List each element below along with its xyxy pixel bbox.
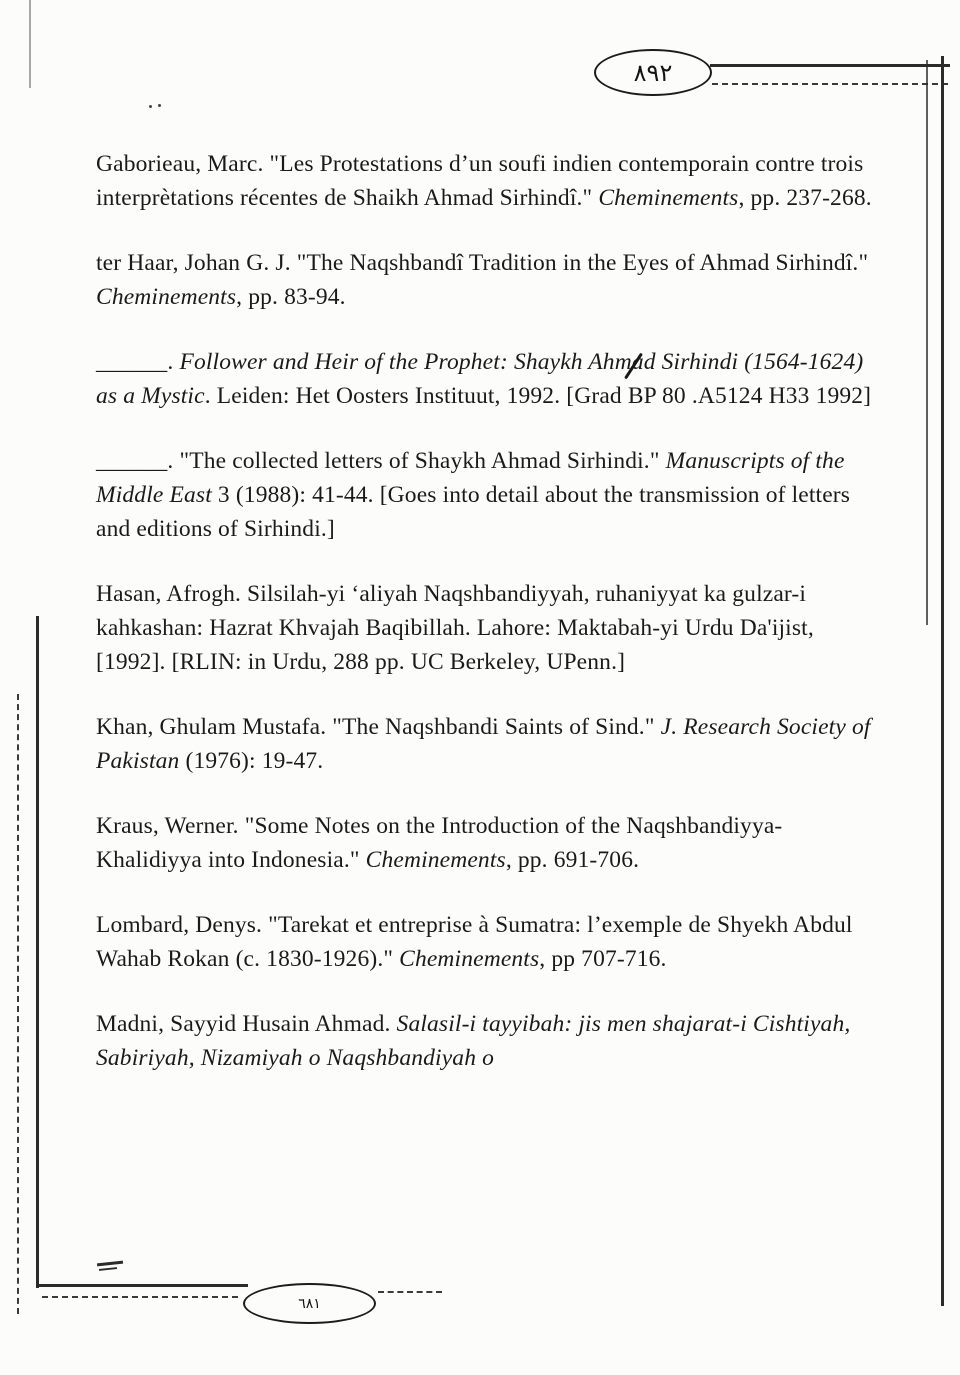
scan-speck (149, 105, 152, 108)
handwritten-underline-mark (99, 1267, 117, 1271)
entry-title-italic: Manuscripts of the Middle East (96, 448, 845, 508)
entry-title-italic: Cheminements (598, 185, 739, 211)
entry-text: . Leiden: Het Oosters Instituut, 1992. [Grad BP 80 .A5124 H33 1992] (204, 383, 872, 409)
entry-text: , pp 707-716. (539, 946, 667, 972)
entry-text: ter Haar, Johan G. J. "The Naqshbandî Tradition in the Eyes of Ahmad Sirhindî." (96, 250, 869, 276)
scan-border-top-right-dashed (712, 83, 948, 85)
entry-title-italic: Follower and Heir of the Prophet: Shaykh Ahmad Sirhindi (1564-1624) as a Mystic (96, 349, 864, 409)
bibliography-entry (96, 710, 874, 778)
entry-text: Madni, Sayyid Husain Ahmad. (96, 1011, 397, 1037)
entry-text: ______. (96, 349, 180, 375)
bibliography-entry (96, 444, 874, 546)
bibliography-entry (96, 147, 874, 215)
page-number-oval-bottom (243, 1283, 376, 1324)
entry-text: Gaborieau, Marc. "Les Protestations d’un soufi indien contemporain contre trois interprètations récentes de Shaikh Ahmad Sirhindî." (96, 151, 864, 211)
bibliography (96, 147, 874, 1106)
page-number-top: ٨٩٢ (633, 58, 673, 87)
scan-border-left-inner-dashed (17, 694, 19, 1314)
page-number-oval-top (594, 49, 712, 96)
entry-text: Khan, Ghulam Mustafa. "The Naqshbandi Saints of Sind." (96, 714, 661, 740)
bibliography-entry (96, 908, 874, 976)
scan-border-right-inner (926, 60, 928, 625)
entry-title-italic: Cheminements (399, 946, 540, 972)
entry-text: , pp. 83-94. (236, 284, 346, 310)
bibliography-entry (96, 345, 874, 413)
entry-text: , pp. 691-706. (505, 847, 640, 873)
bibliography-entry (96, 246, 874, 314)
bibliography-entry (96, 577, 874, 679)
entry-title-italic: Cheminements (365, 847, 506, 873)
entry-text: Kraus, Werner. "Some Notes on the Introduction of the Naqshbandiyya-Khalidiyya into Indonesia." (96, 813, 783, 873)
entry-title-italic: Cheminements (96, 284, 237, 310)
scan-border-bottom (36, 1284, 248, 1287)
entry-text: 3 (1988): 41-44. [Goes into detail about the transmission of letters and editions of Sirhindi.] (96, 482, 851, 542)
entry-text: Lombard, Denys. "Tarekat et entreprise à Sumatra: l’exemple de Shyekh Abdul Wahab Rokan (c. 1830-1926)." (96, 912, 853, 972)
scan-border-left-outer (36, 616, 39, 1288)
scan-border-bottom-right-dashed (378, 1291, 442, 1293)
scan-border-right-outer (941, 56, 944, 1306)
scan-artifact-line (29, 0, 31, 88)
entry-text: Hasan, Afrogh. Silsilah-yi ‘aliyah Naqshbandiyyah, ruhaniyyat ka gulzar-i kahkashan: Hazrat Khvajah Baqibillah. Lahore: Maktabah-yi Urdu Da'ijist, [1992]. [RLIN: in Urdu, 288 pp. UC Berkeley, UPenn.] (96, 581, 814, 675)
entry-title-italic: J. Research Society of Pakistan (96, 714, 871, 774)
page-number-bottom: ٦٨١ (298, 1295, 321, 1312)
scan-border-top-right (710, 64, 950, 67)
entry-title-italic: Salasil-i tayyibah: jis men shajarat-i Cishtiyah, Sabiriyah, Nizamiyah o Naqshbandiyah o (96, 1011, 851, 1071)
bibliography-entry (96, 809, 874, 877)
entry-text: , pp. 237-268. (738, 185, 872, 211)
scan-border-bottom-dashed (42, 1296, 238, 1298)
handwritten-underline-mark (97, 1261, 123, 1266)
entry-text: ______. "The collected letters of Shaykh Ahmad Sirhindi." (96, 448, 666, 474)
scan-speck (158, 104, 161, 107)
entry-text: (1976): 19-47. (179, 748, 324, 774)
scan-fade-artifact (770, 1232, 920, 1274)
bibliography-entry (96, 1007, 874, 1075)
